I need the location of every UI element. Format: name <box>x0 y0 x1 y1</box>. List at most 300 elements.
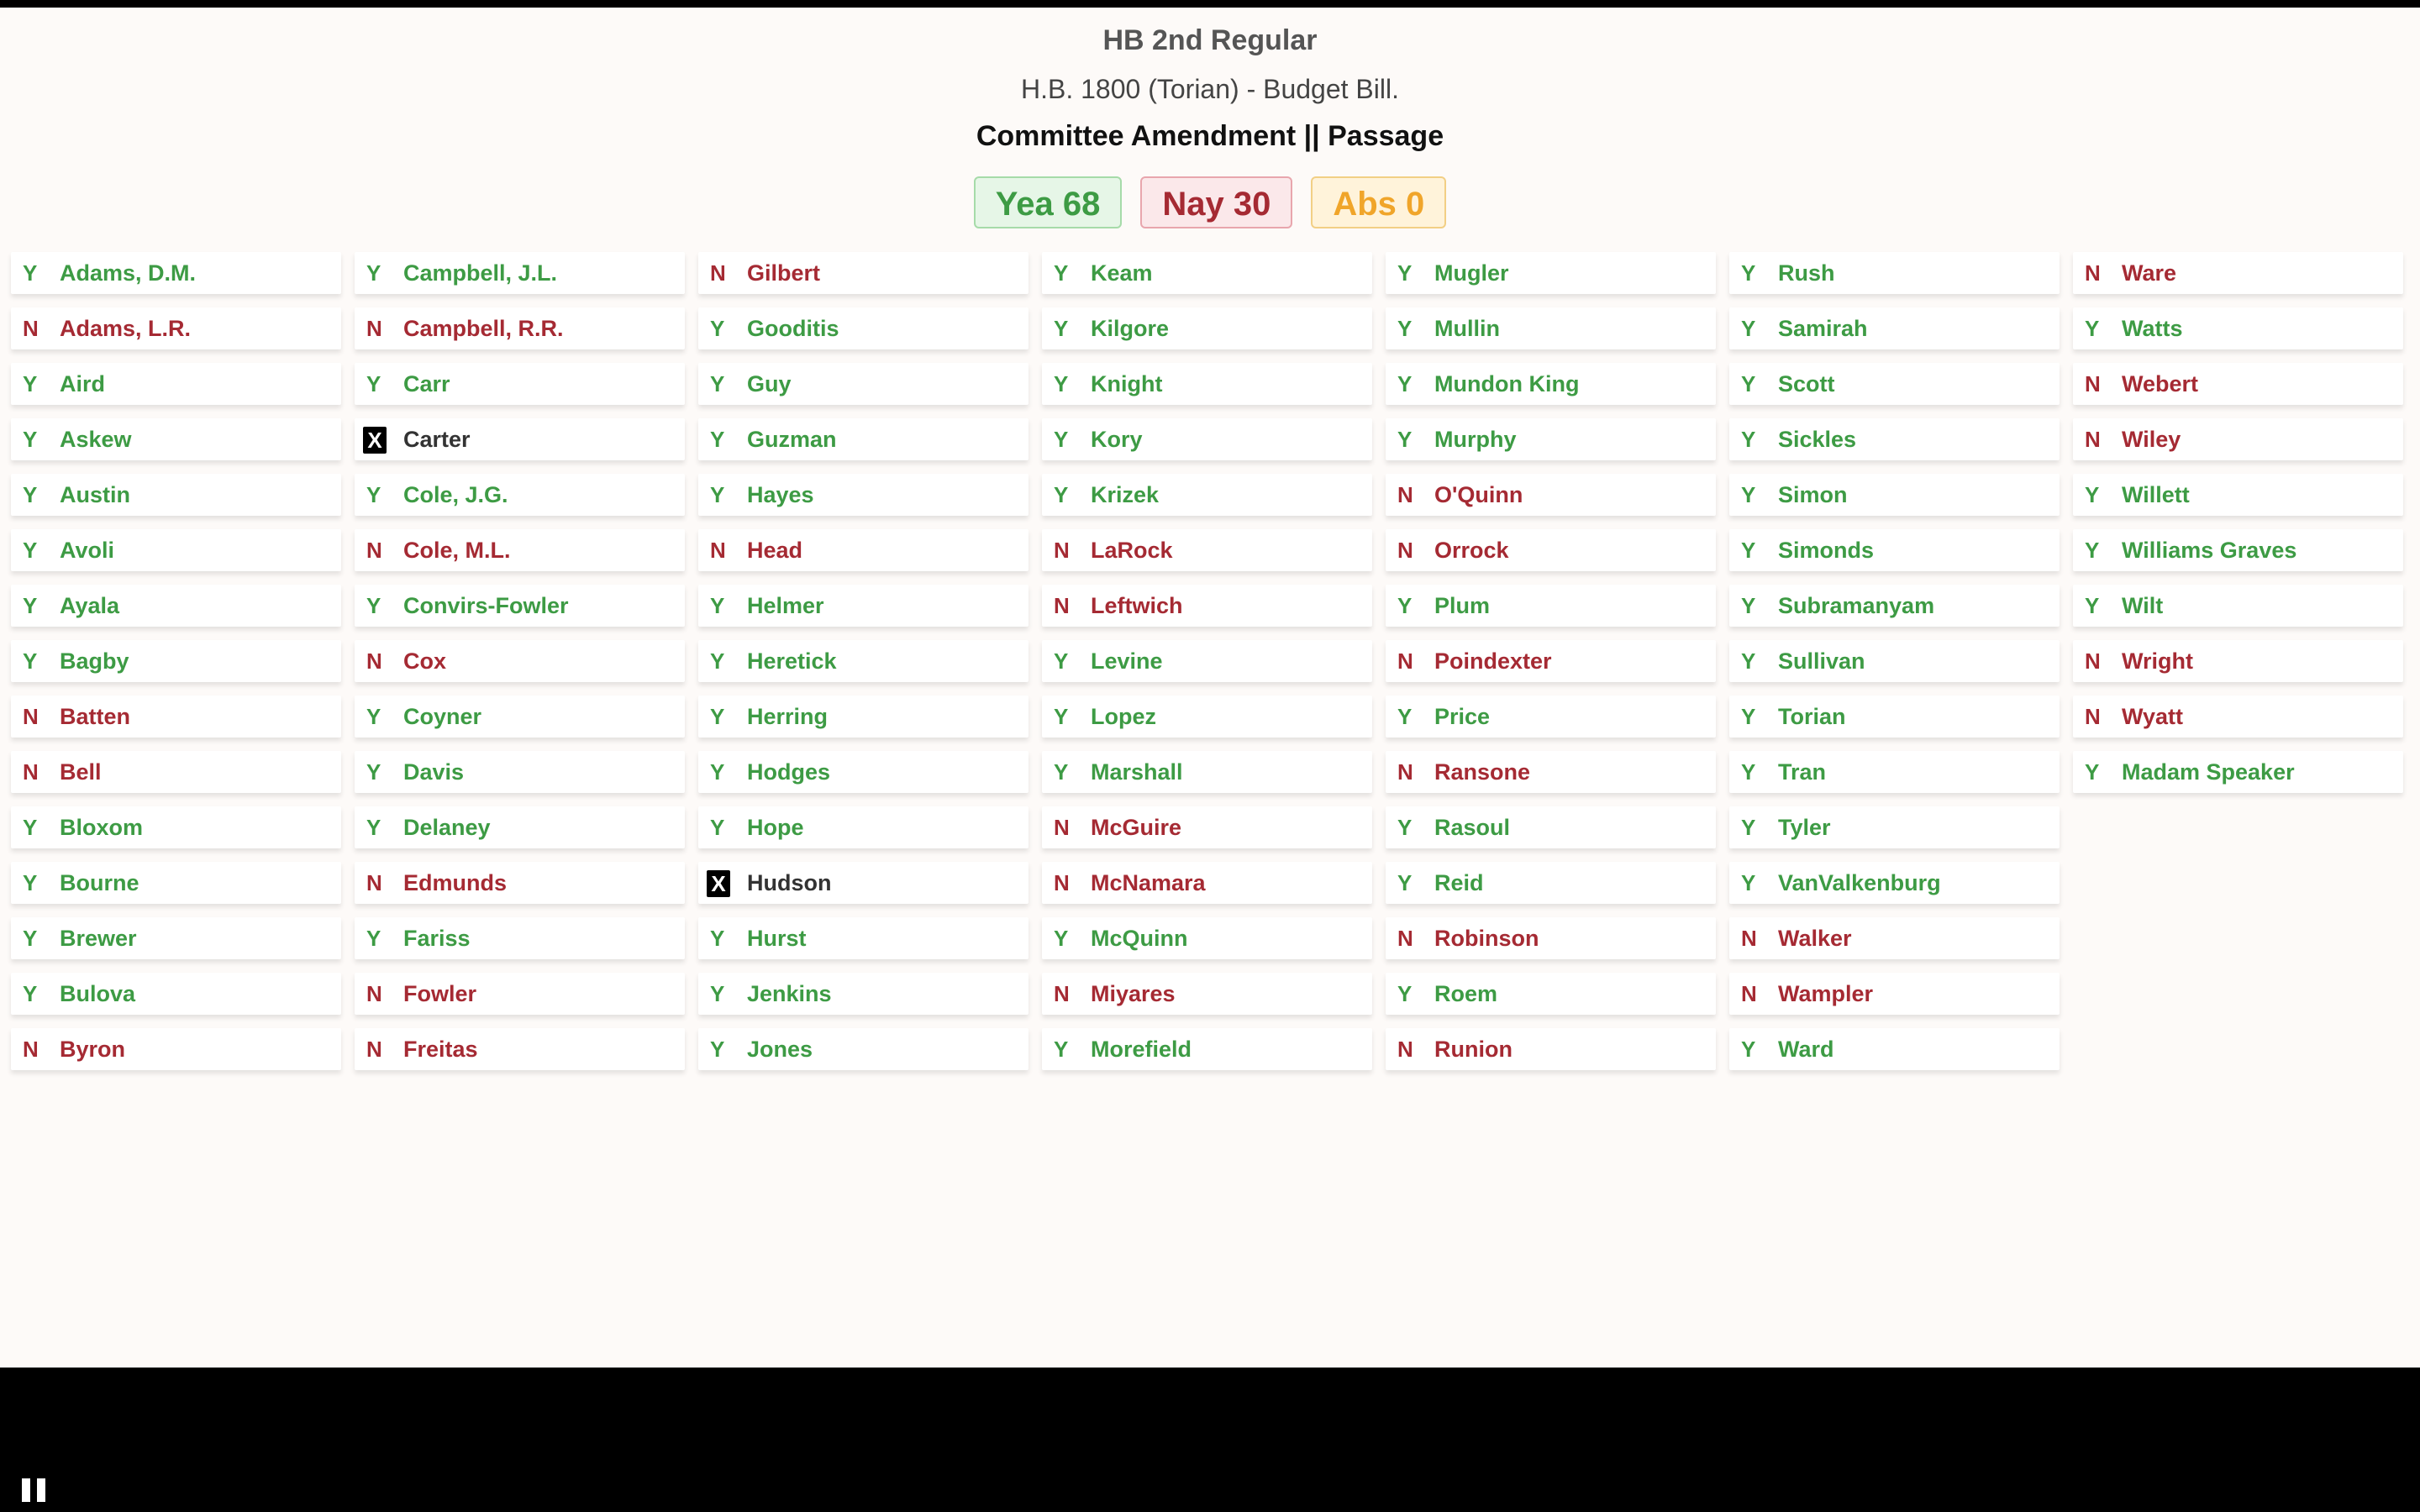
abstain-total-badge: Abs 0 <box>1311 176 1446 228</box>
vote-indicator: Y <box>23 427 38 452</box>
vote-indicator: Y <box>23 371 38 396</box>
member-name: Campbell, J.L. <box>403 260 558 286</box>
vote-indicator: Y <box>1741 815 1756 840</box>
member-name: Fariss <box>403 926 471 951</box>
member-name: Mundon King <box>1434 371 1580 396</box>
member-name: Cole, M.L. <box>403 538 511 563</box>
member-name: Leftwich <box>1091 593 1183 618</box>
member-name: Delaney <box>403 815 491 840</box>
member-vote-row <box>355 363 685 405</box>
vote-indicator: N <box>1397 482 1413 507</box>
member-name: Bulova <box>60 981 136 1006</box>
vote-indicator: N <box>2085 648 2101 674</box>
member-name: Bourne <box>60 870 139 895</box>
vote-indicator: Y <box>1741 593 1756 618</box>
member-name: Coyner <box>403 704 482 729</box>
member-vote-row <box>355 585 685 627</box>
member-vote-row <box>698 252 1028 294</box>
member-vote-row <box>1729 973 2060 1015</box>
member-name: McGuire <box>1091 815 1182 840</box>
vote-indicator: Y <box>1741 427 1756 452</box>
vote-indicator: N <box>710 538 726 563</box>
member-vote-row <box>1386 862 1716 904</box>
member-name: Heretick <box>747 648 837 674</box>
vote-indicator: Y <box>2085 482 2100 507</box>
member-vote-row <box>11 363 341 405</box>
vote-indicator: Y <box>1054 759 1069 785</box>
member-vote-row <box>2073 252 2403 294</box>
vote-indicator: Y <box>1397 815 1413 840</box>
member-name: Byron <box>60 1037 126 1062</box>
vote-indicator: N <box>2085 260 2101 286</box>
vote-indicator: X <box>707 870 730 897</box>
vote-indicator: Y <box>366 704 381 729</box>
member-name: Webert <box>2122 371 2199 396</box>
vote-indicator: Y <box>1397 870 1413 895</box>
member-name: Fowler <box>403 981 477 1006</box>
member-name: Batten <box>60 704 131 729</box>
member-name: Hope <box>747 815 804 840</box>
member-vote-row <box>11 585 341 627</box>
vote-indicator: N <box>1054 981 1070 1006</box>
vote-indicator: Y <box>710 981 725 1006</box>
member-name: Kilgore <box>1091 316 1170 341</box>
member-vote-row <box>1729 917 2060 959</box>
member-name: Convirs-Fowler <box>403 593 569 618</box>
vote-indicator: Y <box>1397 316 1413 341</box>
vote-indicator: X <box>363 427 387 454</box>
member-name: McQuinn <box>1091 926 1188 951</box>
vote-indicator: Y <box>23 482 38 507</box>
member-name: Willett <box>2122 482 2190 507</box>
vote-indicator: N <box>366 538 382 563</box>
vote-indicator: N <box>1397 538 1413 563</box>
member-vote-row <box>355 640 685 682</box>
vote-indicator: Y <box>1397 427 1413 452</box>
member-vote-row <box>355 1028 685 1070</box>
member-vote-row <box>1386 529 1716 571</box>
member-name: Ayala <box>60 593 120 618</box>
member-name: Levine <box>1091 648 1163 674</box>
member-name: Avoli <box>60 538 115 563</box>
vote-totals <box>0 176 2420 228</box>
member-vote-row <box>2073 640 2403 682</box>
member-vote-row <box>698 1028 1028 1070</box>
member-vote-row <box>11 640 341 682</box>
member-vote-row <box>1042 418 1372 460</box>
member-vote-row <box>11 862 341 904</box>
vote-indicator: Y <box>1054 482 1069 507</box>
member-vote-row <box>1042 751 1372 793</box>
member-name: Ware <box>2122 260 2177 286</box>
member-vote-row <box>698 418 1028 460</box>
member-vote-row <box>1729 307 2060 349</box>
member-vote-row <box>1386 751 1716 793</box>
vote-indicator: Y <box>1397 981 1413 1006</box>
vote-indicator: Y <box>1054 371 1069 396</box>
member-vote-row <box>11 806 341 848</box>
vote-indicator: Y <box>366 260 381 286</box>
vote-indicator: Y <box>2085 538 2100 563</box>
vote-indicator: Y <box>23 260 38 286</box>
vote-indicator: Y <box>1741 538 1756 563</box>
member-name: Tyler <box>1778 815 1831 840</box>
member-name: Wiley <box>2122 427 2181 452</box>
member-vote-row <box>698 640 1028 682</box>
member-name: Davis <box>403 759 465 785</box>
member-vote-row <box>1042 363 1372 405</box>
member-name: Watts <box>2122 316 2183 341</box>
member-name: Hayes <box>747 482 814 507</box>
vote-indicator: N <box>1054 815 1070 840</box>
vote-indicator: Y <box>1397 593 1413 618</box>
vote-indicator: Y <box>710 815 725 840</box>
vote-indicator: Y <box>366 371 381 396</box>
member-name: Carr <box>403 371 450 396</box>
member-vote-row <box>1729 806 2060 848</box>
member-name: Miyares <box>1091 981 1176 1006</box>
member-name: Scott <box>1778 371 1835 396</box>
member-vote-row <box>698 307 1028 349</box>
member-name: Carter <box>403 427 471 452</box>
member-vote-row <box>2073 529 2403 571</box>
vote-indicator: Y <box>1054 427 1069 452</box>
member-vote-row <box>1386 307 1716 349</box>
vote-indicator: Y <box>710 482 725 507</box>
member-vote-row <box>2073 474 2403 516</box>
member-vote-row <box>1729 751 2060 793</box>
member-vote-row <box>1042 917 1372 959</box>
vote-indicator: Y <box>23 981 38 1006</box>
member-vote-row <box>1042 862 1372 904</box>
member-name: Bagby <box>60 648 129 674</box>
vote-indicator: Y <box>2085 593 2100 618</box>
member-vote-row <box>1729 1028 2060 1070</box>
member-vote-row <box>698 973 1028 1015</box>
member-name: Murphy <box>1434 427 1517 452</box>
vote-indicator: N <box>366 981 382 1006</box>
vote-indicator: N <box>1741 981 1757 1006</box>
vote-header <box>0 17 2420 228</box>
bill-title: H.B. 1800 (Torian) - Budget Bill. <box>1021 74 1399 104</box>
member-vote-row <box>2073 363 2403 405</box>
pause-icon[interactable] <box>22 1478 47 1502</box>
member-vote-row <box>11 1028 341 1070</box>
vote-indicator: Y <box>1741 260 1756 286</box>
vote-indicator: N <box>23 316 39 341</box>
vote-indicator: Y <box>710 427 725 452</box>
vote-indicator: N <box>366 1037 382 1062</box>
member-name: Torian <box>1778 704 1846 729</box>
member-vote-row <box>11 529 341 571</box>
vote-indicator: Y <box>366 815 381 840</box>
member-vote-row <box>2073 418 2403 460</box>
member-name: Mugler <box>1434 260 1509 286</box>
member-vote-row <box>1386 363 1716 405</box>
member-vote-row <box>355 862 685 904</box>
member-vote-row <box>1042 806 1372 848</box>
vote-indicator: Y <box>1397 371 1413 396</box>
vote-indicator: N <box>366 870 382 895</box>
member-vote-row <box>1386 917 1716 959</box>
vote-indicator: Y <box>1054 648 1069 674</box>
member-vote-row <box>1729 252 2060 294</box>
member-name: Jones <box>747 1037 813 1062</box>
member-name: Bloxom <box>60 815 144 840</box>
vote-indicator: N <box>23 704 39 729</box>
member-name: Adams, D.M. <box>60 260 197 286</box>
vote-indicator: Y <box>366 593 381 618</box>
member-vote-row <box>1729 474 2060 516</box>
vote-indicator: Y <box>2085 316 2100 341</box>
member-name: Brewer <box>60 926 137 951</box>
member-name: VanValkenburg <box>1778 870 1941 895</box>
member-vote-row <box>355 696 685 738</box>
member-vote-row <box>355 751 685 793</box>
vote-indicator: N <box>1741 926 1757 951</box>
member-vote-row <box>1386 806 1716 848</box>
member-name: Freitas <box>403 1037 478 1062</box>
member-vote-row <box>698 363 1028 405</box>
vote-indicator: N <box>366 648 382 674</box>
vote-indicator: N <box>1397 648 1413 674</box>
member-name: Poindexter <box>1434 648 1552 674</box>
member-name: Subramanyam <box>1778 593 1935 618</box>
vote-indicator: N <box>2085 704 2101 729</box>
member-vote-row <box>1042 529 1372 571</box>
member-vote-row <box>2073 696 2403 738</box>
member-name: Price <box>1434 704 1491 729</box>
vote-indicator: Y <box>1397 260 1413 286</box>
member-name: Runion <box>1434 1037 1512 1062</box>
member-vote-row <box>1729 640 2060 682</box>
vote-indicator: Y <box>23 926 38 951</box>
vote-indicator: N <box>366 316 382 341</box>
member-vote-row <box>1386 252 1716 294</box>
member-name: Keam <box>1091 260 1153 286</box>
member-vote-row <box>698 585 1028 627</box>
member-vote-row <box>355 917 685 959</box>
member-name: Gooditis <box>747 316 839 341</box>
member-name: Guzman <box>747 427 837 452</box>
vote-indicator: Y <box>1054 316 1069 341</box>
vote-indicator: Y <box>366 759 381 785</box>
vote-indicator: Y <box>1741 704 1756 729</box>
member-vote-row <box>2073 307 2403 349</box>
member-name: Wilt <box>2122 593 2164 618</box>
member-name: Cole, J.G. <box>403 482 508 507</box>
vote-indicator: Y <box>1741 1037 1756 1062</box>
vote-indicator: Y <box>710 926 725 951</box>
member-vote-row <box>1386 696 1716 738</box>
member-name: Reid <box>1434 870 1484 895</box>
member-vote-row <box>698 529 1028 571</box>
member-name: Rasoul <box>1434 815 1511 840</box>
member-name: Mullin <box>1434 316 1500 341</box>
top-bar <box>0 0 2420 8</box>
member-name: Aird <box>60 371 105 396</box>
vote-indicator: Y <box>23 648 38 674</box>
chamber-session: HB 2nd Regular <box>1102 24 1318 56</box>
member-name: Hudson <box>747 870 832 895</box>
member-vote-row <box>1386 640 1716 682</box>
member-name: Knight <box>1091 371 1163 396</box>
vote-indicator: Y <box>1741 316 1756 341</box>
member-name: Morefield <box>1091 1037 1192 1062</box>
vote-indicator: Y <box>1741 482 1756 507</box>
member-name: McNamara <box>1091 870 1206 895</box>
member-name: Askew <box>60 427 132 452</box>
media-control-bar <box>0 1368 2420 1512</box>
vote-indicator: N <box>1397 1037 1413 1062</box>
member-vote-row <box>1042 252 1372 294</box>
member-vote-row <box>1729 862 2060 904</box>
member-name: Helmer <box>747 593 824 618</box>
vote-indicator: Y <box>1054 926 1069 951</box>
vote-indicator: N <box>23 1037 39 1062</box>
member-name: Simon <box>1778 482 1848 507</box>
member-vote-row <box>698 696 1028 738</box>
member-vote-row <box>2073 585 2403 627</box>
member-name: Cox <box>403 648 447 674</box>
member-vote-row <box>355 418 685 460</box>
member-name: Head <box>747 538 803 563</box>
member-vote-row <box>1042 307 1372 349</box>
member-name: Hurst <box>747 926 807 951</box>
member-vote-row <box>1042 585 1372 627</box>
member-vote-row <box>355 973 685 1015</box>
member-vote-row <box>698 751 1028 793</box>
member-name: Jenkins <box>747 981 832 1006</box>
vote-indicator: N <box>1054 538 1070 563</box>
member-name: Madam Speaker <box>2122 759 2295 785</box>
member-vote-row <box>1042 1028 1372 1070</box>
member-name: Wampler <box>1778 981 1874 1006</box>
vote-indicator: Y <box>1054 704 1069 729</box>
member-vote-row <box>698 806 1028 848</box>
vote-indicator: Y <box>23 870 38 895</box>
member-vote-row <box>2073 751 2403 793</box>
member-name: Campbell, R.R. <box>403 316 564 341</box>
member-name: Kory <box>1091 427 1143 452</box>
vote-indicator: Y <box>1054 260 1069 286</box>
member-name: Walker <box>1778 926 1852 951</box>
member-vote-row <box>1042 474 1372 516</box>
member-vote-row <box>698 474 1028 516</box>
vote-indicator: Y <box>710 593 725 618</box>
member-name: Sullivan <box>1778 648 1865 674</box>
member-name: Tran <box>1778 759 1827 785</box>
member-vote-row <box>1386 973 1716 1015</box>
vote-indicator: N <box>1054 870 1070 895</box>
member-name: Simonds <box>1778 538 1875 563</box>
vote-indicator: N <box>1397 759 1413 785</box>
yea-total-badge: Yea 68 <box>974 176 1123 228</box>
vote-indicator: N <box>1054 593 1070 618</box>
vote-indicator: N <box>710 260 726 286</box>
vote-indicator: Y <box>1054 1037 1069 1062</box>
member-name: Hodges <box>747 759 831 785</box>
member-vote-row <box>1729 529 2060 571</box>
member-vote-row <box>355 307 685 349</box>
member-name: Austin <box>60 482 130 507</box>
member-name: Rush <box>1778 260 1835 286</box>
member-vote-row <box>1042 640 1372 682</box>
member-vote-row <box>355 252 685 294</box>
vote-indicator: Y <box>1741 371 1756 396</box>
vote-indicator: Y <box>710 648 725 674</box>
member-name: Williams Graves <box>2122 538 2297 563</box>
member-name: Gilbert <box>747 260 821 286</box>
member-name: Krizek <box>1091 482 1160 507</box>
vote-indicator: Y <box>23 593 38 618</box>
vote-indicator: N <box>2085 427 2101 452</box>
member-name: Plum <box>1434 593 1491 618</box>
member-name: O'Quinn <box>1434 482 1523 507</box>
vote-stage: Committee Amendment || Passage <box>976 120 1444 152</box>
member-vote-row <box>1386 418 1716 460</box>
member-name: Ward <box>1778 1037 1834 1062</box>
member-vote-row <box>1042 696 1372 738</box>
vote-indicator: Y <box>710 316 725 341</box>
member-name: Wright <box>2122 648 2193 674</box>
vote-indicator: Y <box>1397 704 1413 729</box>
vote-indicator: Y <box>366 482 381 507</box>
member-name: Guy <box>747 371 792 396</box>
member-vote-row <box>11 418 341 460</box>
member-vote-row <box>1729 696 2060 738</box>
member-name: Orrock <box>1434 538 1509 563</box>
vote-indicator: Y <box>23 538 38 563</box>
vote-indicator: Y <box>710 704 725 729</box>
member-vote-row <box>11 973 341 1015</box>
member-name: Robinson <box>1434 926 1539 951</box>
member-name: Marshall <box>1091 759 1183 785</box>
member-vote-row <box>1386 474 1716 516</box>
member-vote-row <box>698 917 1028 959</box>
member-vote-row <box>1042 973 1372 1015</box>
member-vote-row <box>355 474 685 516</box>
vote-indicator: Y <box>1741 648 1756 674</box>
vote-indicator: Y <box>23 815 38 840</box>
vote-indicator: N <box>1397 926 1413 951</box>
vote-indicator: Y <box>710 759 725 785</box>
member-name: Lopez <box>1091 704 1156 729</box>
member-name: LaRock <box>1091 538 1173 563</box>
nay-total-badge: Nay 30 <box>1140 176 1292 228</box>
member-vote-row <box>1729 585 2060 627</box>
vote-indicator: Y <box>1741 759 1756 785</box>
member-name: Edmunds <box>403 870 508 895</box>
member-name: Sickles <box>1778 427 1857 452</box>
vote-indicator: N <box>2085 371 2101 396</box>
vote-indicator: Y <box>366 926 381 951</box>
vote-indicator: Y <box>710 371 725 396</box>
member-vote-row <box>698 862 1028 904</box>
member-vote-row <box>1729 363 2060 405</box>
member-vote-row <box>11 307 341 349</box>
member-name: Wyatt <box>2122 704 2184 729</box>
member-vote-row <box>11 696 341 738</box>
member-name: Herring <box>747 704 829 729</box>
member-name: Roem <box>1434 981 1498 1006</box>
vote-indicator: N <box>23 759 39 785</box>
vote-indicator: Y <box>710 1037 725 1062</box>
member-vote-row <box>11 751 341 793</box>
member-vote-row <box>11 474 341 516</box>
member-vote-row <box>1729 418 2060 460</box>
member-name: Adams, L.R. <box>60 316 192 341</box>
